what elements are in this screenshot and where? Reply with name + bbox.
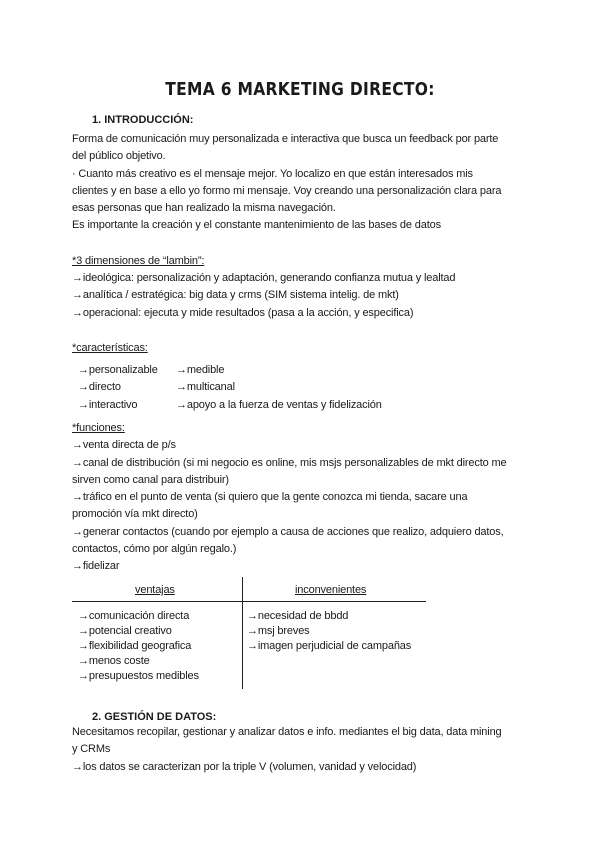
dimension-item: →operacional: ejecuta y mide resultados (pasa a la acción, y especifica): [72, 307, 414, 319]
caracteristica-item: →interactivo: [78, 399, 138, 411]
paragraph-line: y CRMs: [72, 743, 111, 755]
funciones-label: *funciones:: [72, 422, 125, 434]
paragraph-line: Forma de comunicación muy personalizada e interactiva que busca un feedback por parte: [72, 133, 499, 145]
dimensiones-label: *3 dimensiones de “lambin”:: [72, 255, 205, 267]
funcion-item: sirven como canal para distribuir): [72, 474, 229, 486]
caracteristicas-label: *características:: [72, 342, 148, 354]
inconveniente-item: →imagen perjudicial de campañas: [247, 640, 412, 652]
section-heading-introduccion: 1. INTRODUCCIÓN:: [92, 114, 194, 126]
ventaja-item: →presupuestos medibles: [78, 670, 199, 682]
caracteristica-item: →directo: [78, 381, 121, 393]
funcion-item: contactos, cómo por algún regalo.): [72, 543, 237, 555]
caracteristica-item: →apoyo a la fuerza de ventas y fidelización: [176, 399, 382, 411]
caracteristica-item: →multicanal: [176, 381, 235, 393]
inconveniente-item: →necesidad de bbdd: [247, 610, 349, 622]
ventaja-item: →comunicación directa: [78, 610, 190, 622]
funcion-item: →canal de distribución (si mi negocio es online, mis msjs personalizables de mkt directo me: [72, 457, 507, 469]
funcion-item: →venta directa de p/s: [72, 439, 176, 451]
paragraph-line: Necesitamos recopilar, gestionar y analizar datos e info. mediantes el big data, data mining: [72, 726, 502, 738]
ventaja-item: →flexibilidad geografica: [78, 640, 192, 652]
table-divider-vertical: [242, 577, 243, 689]
paragraph-line: esas personas que han realizado la misma navegación.: [72, 202, 336, 214]
dimension-item: →ideológica: personalización y adaptación, generando confianza mutua y lealtad: [72, 272, 456, 284]
ventaja-item: →menos coste: [78, 655, 150, 667]
paragraph-line: Es importante la creación y el constante mantenimiento de las bases de datos: [72, 219, 441, 231]
paragraph-line: del público objetivo.: [72, 150, 166, 162]
paragraph-line: · Cuanto más creativo es el mensaje mejor. Yo localizo en que están interesados mis: [72, 168, 473, 180]
funcion-item: →generar contactos (cuando por ejemplo a causa de acciones que realizo, adquiero datos,: [72, 526, 504, 538]
funcion-item: →tráfico en el punto de venta (si quiero que la gente conozca mi tienda, sacare una: [72, 491, 468, 503]
inconvenientes-header: inconvenientes: [295, 584, 367, 596]
page-title: TEMA 6 MARKETING DIRECTO:: [165, 78, 435, 100]
dimension-item: →analítica / estratégica: big data y crms (SIM sistema intelig. de mkt): [72, 289, 399, 301]
paragraph-line: →los datos se caracterizan por la triple V (volumen, vanidad y velocidad): [72, 761, 417, 773]
table-divider-horizontal: [72, 601, 426, 602]
paragraph-line: clientes y en base a ello yo formo mi mensaje. Voy creando una personalización clara para: [72, 185, 502, 197]
ventaja-item: →potencial creativo: [78, 625, 172, 637]
ventajas-header: ventajas: [135, 584, 175, 596]
section-heading-gestion-datos: 2. GESTIÓN DE DATOS:: [92, 711, 217, 723]
caracteristica-item: →personalizable: [78, 364, 158, 376]
funcion-item: →fidelizar: [72, 560, 120, 572]
inconveniente-item: →msj breves: [247, 625, 310, 637]
caracteristica-item: →medible: [176, 364, 225, 376]
funcion-item: promoción vía mkt directo): [72, 508, 198, 520]
